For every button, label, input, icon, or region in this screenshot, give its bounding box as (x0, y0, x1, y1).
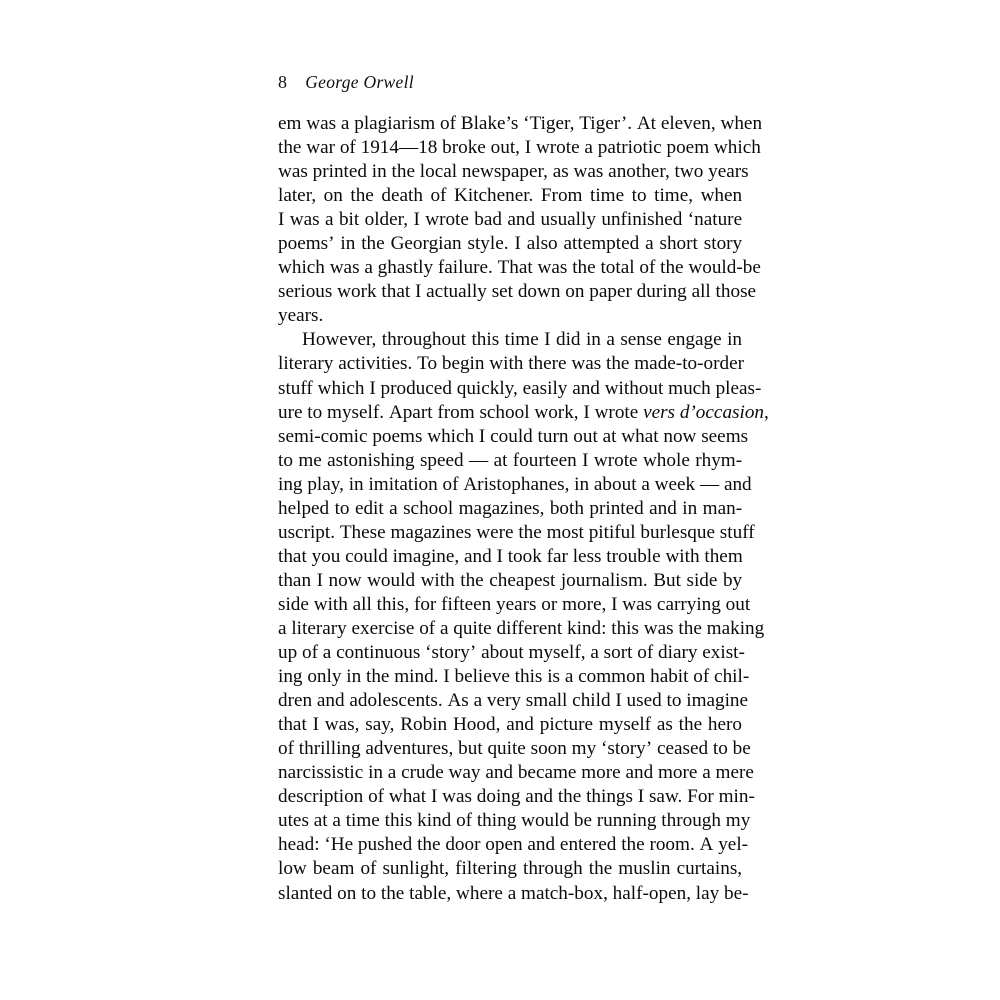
text-line: ing play, in imitation of Aristophanes, in about a week — and (278, 473, 752, 495)
text-line: up of a continuous ‘story’ about myself, a sort of diary exist- (278, 642, 745, 664)
text-line: head: ‘He pushed the door open and entered the room. A yel- (278, 834, 749, 856)
text-line: literary activities. To begin with there was the made-to-order (278, 353, 744, 375)
text-line: utes at a time this kind of thing would be running through my (278, 810, 751, 832)
text-line: I was a bit older, I wrote bad and usually unfinished ‘nature (278, 209, 743, 231)
text-line: serious work that I actually set down on paper during all those (278, 281, 757, 303)
paragraph-2 (278, 328, 769, 905)
text-line: slanted on to the table, where a match-box, half-open, lay be- (278, 882, 749, 904)
text-line: ure to myself. Apart from school work, I wrote vers d’occasion, (278, 401, 769, 423)
text-line: later, on the death of Kitchener. From time to time, when (278, 185, 743, 207)
text-line: poems’ in the Georgian style. I also attempted a short story (278, 233, 743, 255)
text-line: which was a ghastly failure. That was the total of the would-be (278, 257, 761, 279)
text-line: was printed in the local newspaper, as was another, two years (278, 161, 749, 183)
text-line: to me astonishing speed — at fourteen I wrote whole rhym- (278, 449, 743, 471)
text-line: that you could imagine, and I took far less trouble with them (278, 545, 743, 567)
text-line: than I now would with the cheapest journalism. But side by (278, 569, 743, 591)
text-line: uscript. These magazines were the most pitiful burlesque stuff (278, 521, 755, 543)
paragraph-1 (278, 112, 763, 328)
text-line: dren and adolescents. As a very small child I used to imagine (278, 690, 749, 712)
text-line: helped to edit a school magazines, both printed and in man- (278, 497, 743, 519)
text-line: side with all this, for fifteen years or more, I was carrying out (278, 593, 751, 615)
text-line: the war of 1914—18 broke out, I wrote a patriotic poem which (278, 137, 761, 159)
text-line: a literary exercise of a quite different kind: this was the making (278, 617, 765, 639)
text-line: narcissistic in a crude way and became more and more a mere (278, 762, 754, 784)
text-line: However, throughout this time I did in a sense engage in (302, 329, 743, 351)
text-line: that I was, say, Robin Hood, and picture myself as the hero (278, 714, 743, 736)
running-head-title: George Orwell (305, 72, 414, 92)
text-line: low beam of sunlight, filtering through the muslin curtains, (278, 858, 743, 880)
text-line: years. (278, 305, 324, 327)
text-line: stuff which I produced quickly, easily and without much pleas- (278, 377, 762, 399)
running-head (278, 72, 742, 96)
text-line: semi-comic poems which I could turn out at what now seems (278, 425, 749, 447)
text-line: ing only in the mind. I believe this is a common habit of chil- (278, 666, 750, 688)
text-line: description of what I was doing and the things I saw. For min- (278, 786, 755, 808)
text-line: of thrilling adventures, but quite soon my ‘story’ ceased to be (278, 738, 751, 760)
page-number: 8 (278, 72, 288, 92)
text-line: em was a plagiarism of Blake’s ‘Tiger, Tiger’. At eleven, when (278, 113, 763, 134)
body-text (278, 112, 769, 906)
